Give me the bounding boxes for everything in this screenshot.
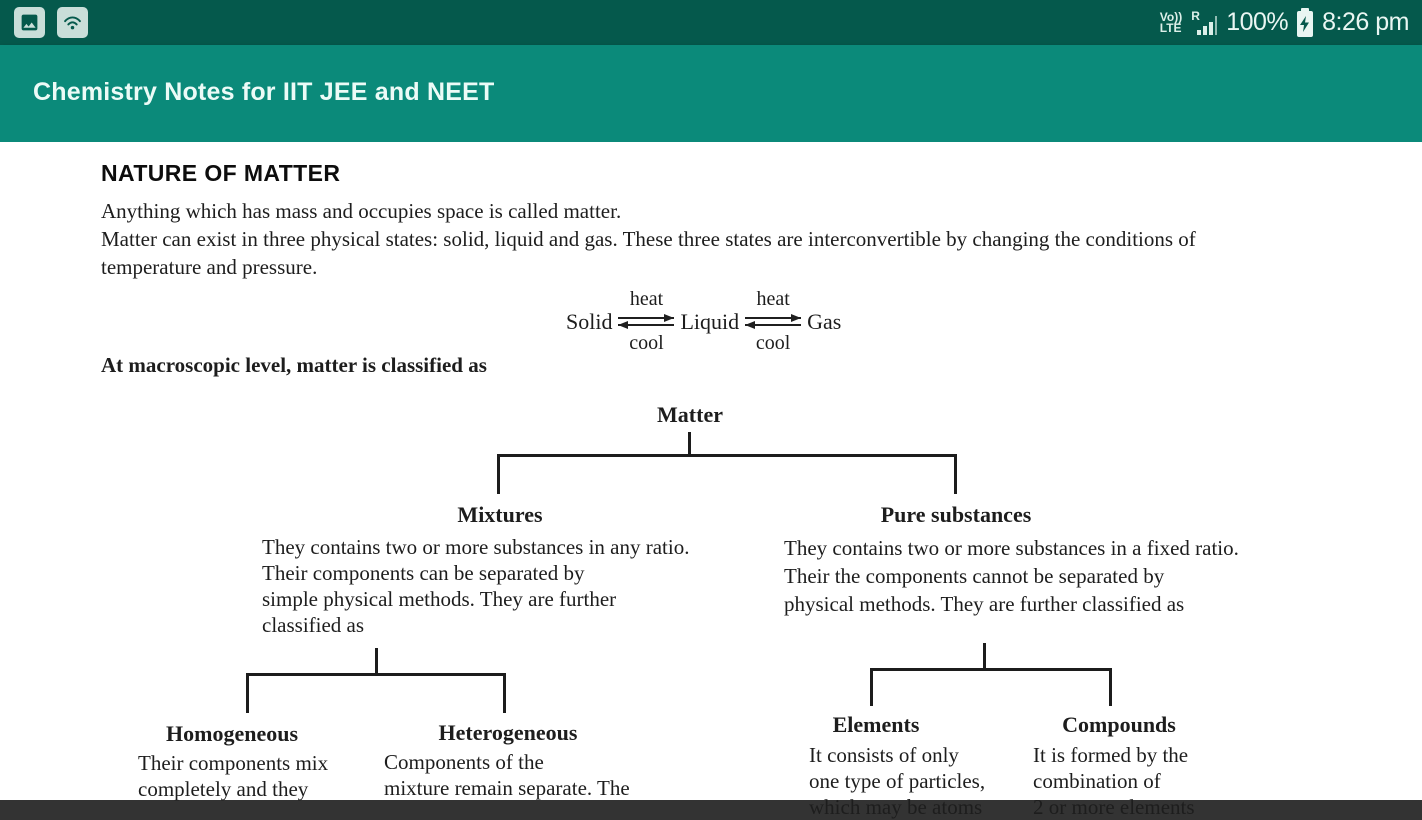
homogeneous-description bbox=[138, 750, 328, 802]
tree-connector bbox=[870, 668, 873, 706]
section-heading: NATURE OF MATTER bbox=[101, 160, 341, 186]
tree-connector bbox=[688, 432, 691, 456]
text-line: It consists of only bbox=[809, 743, 959, 767]
tree-connector bbox=[954, 454, 957, 494]
status-indicators bbox=[1160, 0, 1409, 45]
pure-substances-description bbox=[784, 534, 1239, 618]
text-line: completely and they bbox=[138, 777, 309, 801]
tree-connector bbox=[983, 643, 986, 670]
heat-label: heat bbox=[756, 288, 790, 310]
tree-connector bbox=[497, 454, 957, 457]
state-liquid: Liquid bbox=[680, 308, 740, 334]
heat-label: heat bbox=[629, 288, 664, 310]
notification-icons bbox=[14, 7, 88, 38]
tree-node-compounds: Compounds bbox=[1062, 712, 1176, 737]
classification-intro: At macroscopic level, matter is classified as bbox=[101, 353, 487, 377]
tree-connector bbox=[1109, 668, 1112, 706]
double-arrow-icon bbox=[745, 312, 801, 331]
text-line: mixture remain separate. The bbox=[384, 776, 630, 800]
compounds-description bbox=[1033, 742, 1195, 820]
text-line: It is formed by the bbox=[1033, 743, 1189, 767]
text-line: combination of bbox=[1033, 769, 1161, 793]
cool-label: cool bbox=[629, 332, 664, 354]
tree-node-heterogeneous: Heterogeneous bbox=[438, 720, 578, 745]
volte-indicator bbox=[1159, 9, 1183, 35]
text-line: classified as bbox=[262, 613, 365, 637]
roaming-indicator: R bbox=[1191, 8, 1200, 23]
heterogeneous-description bbox=[384, 749, 630, 801]
state-gas: Gas bbox=[807, 308, 842, 334]
volte-top: Vo)) bbox=[1159, 9, 1183, 24]
mixtures-description bbox=[262, 534, 689, 638]
tree-node-elements: Elements bbox=[832, 712, 920, 737]
text-line: They contains two or more substances in any ratio. bbox=[262, 535, 690, 559]
intro-text-line: Matter can exist in three physical states: solid, liquid and gas. These three states are interconvertible by changing the conditions of bbox=[101, 227, 1196, 251]
text-line: Their components can be separated by bbox=[262, 561, 585, 585]
image-notification-icon bbox=[14, 7, 45, 38]
text-line: Their the components cannot be separated by bbox=[784, 564, 1165, 588]
status-clock: 8:26 pm bbox=[1322, 8, 1409, 36]
status-bar bbox=[0, 0, 1422, 45]
elements-description bbox=[809, 742, 985, 820]
text-line: 2 or more elements bbox=[1033, 795, 1195, 819]
volte-bottom: LTE bbox=[1159, 20, 1182, 35]
tree-node-matter: Matter bbox=[657, 402, 723, 427]
cool-label: cool bbox=[755, 332, 791, 354]
app-title: Chemistry Notes for IIT JEE and NEET bbox=[33, 78, 495, 106]
intro-text-line: Anything which has mass and occupies space is called matter. bbox=[101, 199, 622, 223]
text-line: physical methods. They are further classified as bbox=[784, 592, 1185, 616]
state-equilibrium-diagram bbox=[566, 289, 841, 354]
tree-node-pure-substances: Pure substances bbox=[880, 502, 1032, 527]
double-arrow-icon bbox=[618, 312, 674, 331]
text-line: simple physical methods. They are further bbox=[262, 587, 617, 611]
tree-connector bbox=[375, 648, 378, 675]
battery-percent: 100% bbox=[1226, 8, 1289, 36]
battery-charging-icon bbox=[1297, 11, 1313, 37]
intro-text-line: temperature and pressure. bbox=[101, 255, 318, 279]
text-line: They contains two or more substances in a fixed ratio. bbox=[784, 536, 1239, 560]
signal-bars bbox=[1197, 16, 1217, 35]
equilibrium-arrows bbox=[614, 289, 678, 354]
tree-connector bbox=[246, 673, 506, 676]
wifi-notification-icon bbox=[57, 7, 88, 38]
tree-connector bbox=[246, 673, 249, 713]
tree-node-homogeneous: Homogeneous bbox=[166, 721, 298, 746]
tree-connector bbox=[497, 454, 500, 494]
state-solid: Solid bbox=[566, 308, 613, 334]
tree-connector bbox=[503, 673, 506, 713]
text-line: one type of particles, bbox=[809, 769, 986, 793]
equilibrium-arrows bbox=[741, 289, 805, 354]
note-content-scroll-area[interactable] bbox=[0, 142, 1422, 819]
text-line: Their components mix bbox=[138, 751, 329, 775]
signal-strength-icon bbox=[1191, 8, 1217, 38]
text-line: which may be atoms bbox=[809, 795, 983, 819]
app-bar bbox=[0, 45, 1422, 142]
tree-connector bbox=[870, 668, 1112, 671]
text-line: Components of the bbox=[384, 750, 544, 774]
tree-node-mixtures: Mixtures bbox=[457, 502, 543, 527]
